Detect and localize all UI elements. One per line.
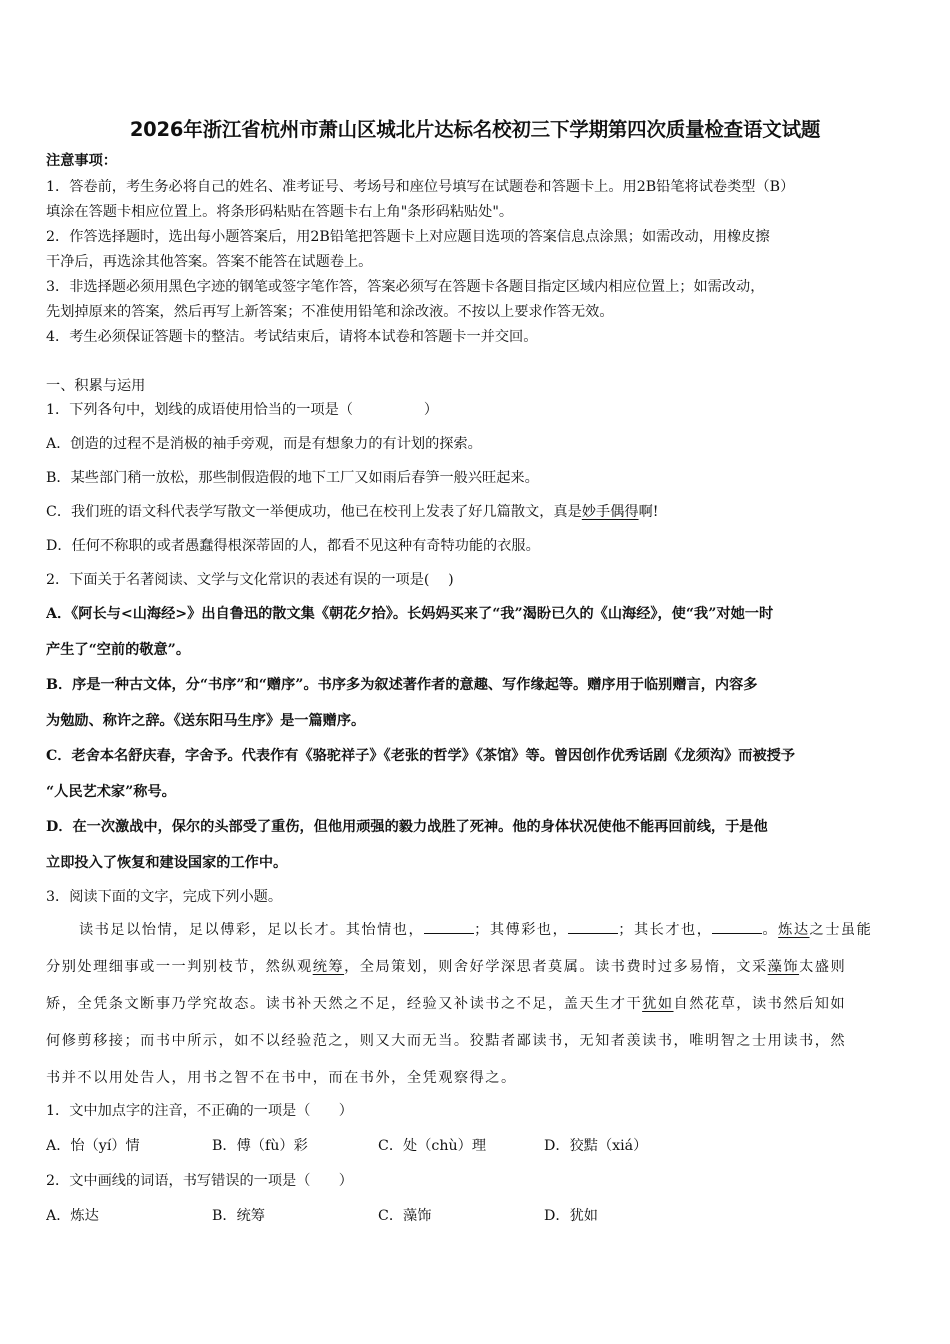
q1-option-c-end: 啊! xyxy=(638,504,659,520)
q2-option-a-cont: 产生了“空前的敬意”。 xyxy=(46,642,191,658)
q3-stem: 3．阅读下面的文字，完成下列小题。 xyxy=(46,889,283,905)
answer-blank xyxy=(568,920,618,934)
q2-option-d: D．在一次激战中，保尔的头部受了重伤，但他用顽强的毅力战胜了死神。他的身体状况使他不能再回前线，于是他 xyxy=(46,819,768,835)
passage-text: 太盛则 xyxy=(799,959,847,975)
q1-stem: 1．下列各句中，划线的成语使用恰当的一项是（ ） xyxy=(46,402,439,418)
q2-option-b-cont: 为勉励、称许之辞。《送东阳马生序》是一篇赠序。 xyxy=(46,713,366,729)
q2-option-d-cont: 立即投入了恢复和建设国家的工作中。 xyxy=(46,855,288,871)
page-title: 2026年浙江省杭州市萧山区城北片达标名校初三下学期第四次质量检查语文试题 xyxy=(129,118,821,141)
notice-line: 填涂在答题卡相应位置上。将条形码粘贴在答题卡右上角"条形码粘贴处"。 xyxy=(46,204,514,220)
passage-text: 分别处理细事或一一判别枝节，然纵观 xyxy=(46,959,313,975)
option-b: B．傅（fù）彩 xyxy=(212,1138,308,1154)
subquestion-1-options xyxy=(46,1135,912,1157)
option-d: D．犹如 xyxy=(544,1208,598,1224)
q1-option-b: B．某些部门稍一放松，那些制假造假的地下工厂又如雨后春笋一般兴旺起来。 xyxy=(46,470,539,486)
underlined-word: 统筹 xyxy=(312,959,345,975)
q2-option-c-cont: “人民艺术家”称号。 xyxy=(46,784,176,800)
option-c: C．藻饰 xyxy=(378,1208,432,1224)
passage-text: ；其长才也， xyxy=(618,922,713,938)
q1-option-c xyxy=(46,501,912,523)
notice-line: 干净后，再选涂其他答案。答案不能答在试题卷上。 xyxy=(46,254,373,270)
notice-heading: 注意事项： xyxy=(46,153,117,169)
passage-text: ，全局策划，则舍好学深思者莫属。读书费时过多易惰，文采 xyxy=(344,959,768,975)
passage-line: 何修剪移接；而书中所示，如不以经验范之，则又大而无当。狡黠者鄙读书，无知者羡读书，唯明智之士用读书，然 xyxy=(46,1033,847,1049)
q1-option-a: A．创造的过程不是消极的袖手旁观，而是有想象力的有计划的探索。 xyxy=(46,436,482,452)
passage-text: 之士虽能 xyxy=(809,922,873,938)
notice-line: 1．答卷前，考生务必将自己的姓名、准考证号、考场号和座位号填写在试题卷和答题卡上。用2B铅笔将试卷类型（B） xyxy=(46,179,795,195)
subquestion-2-stem: 2．文中画线的词语，书写错误的一项是（ ） xyxy=(46,1173,353,1189)
passage-line xyxy=(46,956,912,978)
q1-underlined-idiom: 妙手偶得 xyxy=(581,504,639,520)
notice-line: 3．非选择题必须用黑色字迹的钢笔或签字笔作答，答案必须写在答题卡各题目指定区域内相应位置上；如需改动， xyxy=(46,279,765,295)
passage-text: ；其傅彩也， xyxy=(474,922,569,938)
answer-blank xyxy=(712,920,762,934)
option-c: C．处（chù）理 xyxy=(378,1138,487,1154)
section-heading: 一、积累与运用 xyxy=(46,378,146,394)
q1-option-d: D．任何不称职的或者愚蠢得根深蒂固的人，都看不见这种有奇特功能的衣服。 xyxy=(46,538,540,554)
subquestion-1-stem: 1．文中加点字的注音，不正确的一项是（ ） xyxy=(46,1103,353,1119)
passage-line xyxy=(46,919,945,941)
underlined-word: 犹如 xyxy=(642,996,674,1012)
q2-option-b: B．序是一种古文体，分“书序”和“赠序”。书序多为叙述著作者的意趣、写作缘起等。赠序用于临别赠言，内容多 xyxy=(46,677,758,693)
option-b: B．统筹 xyxy=(212,1208,265,1224)
answer-blank xyxy=(424,920,474,934)
option-a: A．怡（yí）情 xyxy=(46,1138,140,1154)
underlined-word: 炼达 xyxy=(778,922,810,938)
q2-stem: 2．下面关于名著阅读、文学与文化常识的表述有误的一项是( ) xyxy=(46,572,454,588)
subquestion-2-options xyxy=(46,1205,912,1227)
option-d: D．狡黠（xiá） xyxy=(544,1138,648,1154)
q2-option-a: A．《阿长与<山海经>》出自鲁迅的散文集《朝花夕拾》。长妈妈买来了“我”渴盼已久的《山海经》，使“我”对她一时 xyxy=(46,606,774,622)
underlined-word: 藻饰 xyxy=(767,959,800,975)
notice-line: 2．作答选择题时，选出每小题答案后，用2B铅笔把答题卡上对应题目选项的答案信息点涂黑；如需改动，用橡皮擦 xyxy=(46,229,770,245)
passage-text: 读书足以怡情，足以傅彩，足以长才。其怡情也， xyxy=(79,922,425,938)
q2-option-c: C．老舍本名舒庆春，字舍予。代表作有《骆驼祥子》《老张的哲学》《茶馆》等。曾因创作优秀话剧《龙须沟》而被授予 xyxy=(46,748,796,764)
notice-line: 先划掉原来的答案，然后再写上新答案；不准使用铅笔和涂改液。不按以上要求作答无效。 xyxy=(46,304,614,320)
option-a: A．炼达 xyxy=(46,1208,99,1224)
passage-text: 。 xyxy=(762,922,779,938)
passage-text: 矫，全凭条文断事乃学究故态。读书补天然之不足，经验又补读书之不足，盖天生才干 xyxy=(46,996,643,1012)
notice-line: 4．考生必须保证答题卡的整洁。考试结束后，请将本试卷和答题卡一并交回。 xyxy=(46,329,538,345)
passage-line xyxy=(46,993,912,1015)
q1-option-c-text: C．我们班的语文科代表学写散文一举便成功，他已在校刊上发表了好几篇散文，真是 xyxy=(46,504,582,520)
passage-text: 自然花草，读书然后知如 xyxy=(673,996,847,1012)
passage-line: 书并不以用处告人，用书之智不在书中，而在书外，全凭观察得之。 xyxy=(46,1070,517,1086)
